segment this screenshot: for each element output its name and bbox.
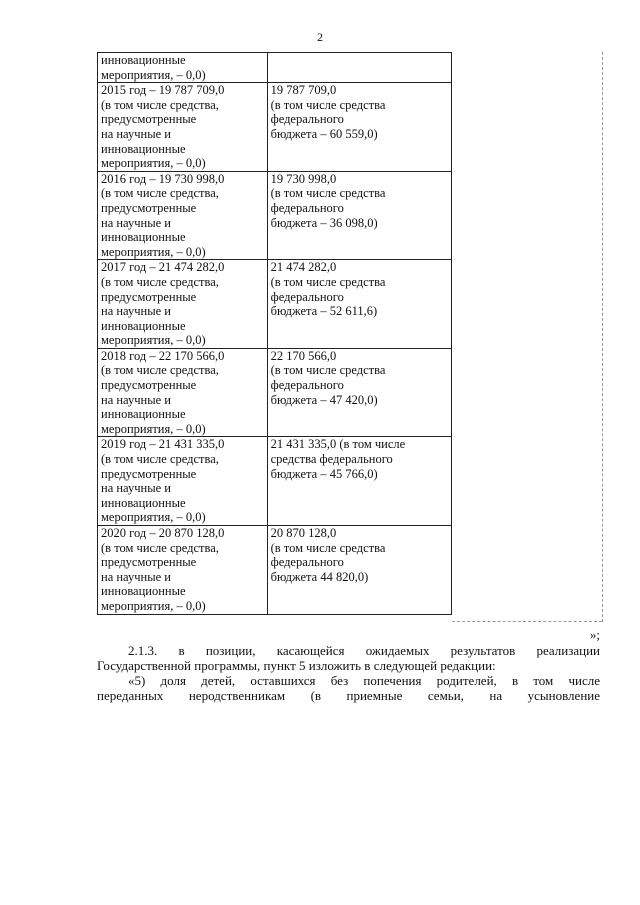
cell-line: инновационные (101, 407, 186, 422)
table-row (98, 171, 452, 260)
cell-line: мероприятия, – 0,0) (101, 156, 206, 171)
cell-line: 2018 год – 22 170 566,0 (101, 348, 225, 363)
table-ghost-border-right (452, 52, 603, 622)
cell-line: мероприятия, – 0,0) (101, 598, 206, 613)
cell-total-by-year (98, 437, 268, 526)
cell-line: предусмотренные (101, 466, 197, 481)
cell-regional-budget (267, 53, 451, 83)
cell-total-by-year (98, 53, 268, 83)
cell-line: на научные и (101, 126, 171, 141)
cell-line: 19 787 709,0 (270, 83, 337, 98)
cell-line: (в том числе средства (270, 97, 386, 112)
cell-line: федерального (270, 555, 344, 570)
paragraph-line: 2.1.3. в позиции, касающейся ожидаемых результатов реализации (128, 643, 600, 658)
cell-regional-budget (267, 526, 451, 615)
cell-line: 21 474 282,0 (270, 260, 337, 275)
table-ghost-border-bottom (452, 621, 602, 622)
cell-line: (в том числе средства, (101, 274, 219, 289)
cell-line: бюджета – 52 611,6) (270, 304, 378, 319)
table-row (98, 437, 452, 526)
cell-line: 2016 год – 19 730 998,0 (101, 171, 225, 186)
cell-total-by-year (98, 348, 268, 437)
cell-line: инновационные (101, 495, 186, 510)
cell-line: на научные и (101, 569, 171, 584)
cell-line: мероприятия, – 0,0) (101, 244, 206, 259)
cell-line: (в том числе средства (270, 363, 386, 378)
cell-line: 2017 год – 21 474 282,0 (101, 260, 225, 275)
cell-line: на научные и (101, 392, 171, 407)
cell-line: 19 730 998,0 (270, 171, 337, 186)
cell-line: бюджета – 47 420,0) (270, 392, 378, 407)
cell-line: (в том числе средства, (101, 452, 219, 467)
cell-line: инновационные (101, 318, 186, 333)
cell-line: на научные и (101, 304, 171, 319)
cell-line: бюджета – 36 098,0) (270, 215, 378, 230)
cell-line: (в том числе средства, (101, 97, 219, 112)
cell-line: (в том числе средства (270, 274, 386, 289)
cell-regional-budget (267, 437, 451, 526)
cell-line: 2015 год – 19 787 709,0 (101, 83, 225, 98)
page-number: 2 (317, 30, 323, 44)
cell-line: 2020 год – 20 870 128,0 (101, 526, 225, 540)
cell-line: инновационные (101, 230, 186, 245)
cell-line: (в том числе средства, (101, 186, 219, 201)
cell-line: 20 870 128,0 (270, 526, 337, 540)
paragraph-line: «5) доля детей, оставшихся без попечения родителей, в том числе (128, 673, 600, 688)
cell-regional-budget (267, 348, 451, 437)
cell-line: федерального (270, 378, 344, 393)
table-row (98, 53, 452, 83)
cell-regional-budget (267, 260, 451, 349)
cell-line: инновационные (101, 53, 186, 67)
cell-line: средства федерального (270, 452, 393, 467)
cell-line: (в том числе средства (270, 540, 386, 555)
table-row (98, 526, 452, 615)
cell-line: мероприятия, – 0,0) (101, 510, 206, 525)
paragraph-line: Государственной программы, пункт 5 изложить в следующей редакции: (97, 658, 496, 673)
cell-total-by-year (98, 260, 268, 349)
cell-line: инновационные (101, 584, 186, 599)
cell-line: бюджета 44 820,0) (270, 569, 369, 584)
cell-line: (в том числе средства, (101, 363, 219, 378)
cell-line: мероприятия, – 0,0) (101, 67, 206, 82)
cell-line: предусмотренные (101, 555, 197, 570)
funding-table (97, 52, 452, 615)
cell-line: предусмотренные (101, 112, 197, 127)
table-row (98, 83, 452, 172)
cell-line: (в том числе средства, (101, 540, 219, 555)
table-row (98, 260, 452, 349)
cell-line: (в том числе средства (270, 186, 386, 201)
cell-line: 2019 год – 21 431 335,0 (101, 437, 225, 452)
cell-regional-budget (267, 171, 451, 260)
table-row (98, 348, 452, 437)
cell-line: федерального (270, 112, 344, 127)
cell-line: бюджета – 45 766,0) (270, 466, 378, 481)
cell-line: 22 170 566,0 (270, 348, 337, 363)
cell-regional-budget (267, 83, 451, 172)
cell-line: инновационные (101, 141, 186, 156)
cell-line: предусмотренные (101, 378, 197, 393)
cell-total-by-year (98, 83, 268, 172)
cell-line: 21 431 335,0 (в том числе (270, 437, 406, 452)
cell-total-by-year (98, 171, 268, 260)
cell-line: мероприятия, – 0,0) (101, 333, 206, 348)
cell-line: на научные и (101, 215, 171, 230)
closing-quote: »; (589, 627, 600, 642)
cell-line: федерального (270, 200, 344, 215)
cell-line: предусмотренные (101, 289, 197, 304)
cell-line: федерального (270, 289, 344, 304)
cell-line: мероприятия, – 0,0) (101, 421, 206, 436)
cell-line: на научные и (101, 481, 171, 496)
cell-line: предусмотренные (101, 200, 197, 215)
cell-total-by-year (98, 526, 268, 615)
cell-line: бюджета – 60 559,0) (270, 126, 378, 141)
paragraph-line: переданных неродственникам (в приемные семьи, на усыновление (97, 688, 600, 703)
